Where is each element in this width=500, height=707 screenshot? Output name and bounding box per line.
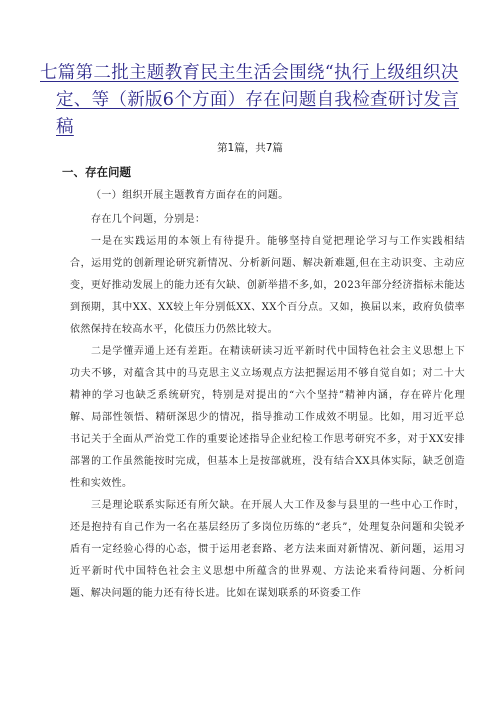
intro-text: 存在几个问题，分别是： xyxy=(91,214,206,225)
sub-heading: （一）组织开展主题教育方面存在的问题。 xyxy=(91,190,289,201)
paragraph-1: 一是在实践运用的本领上有待提升。能够坚持自觉把理论学习与工作实践相结合，运用党的创新理论研究新情况、分析新问题、解决新难题,但在主动识变、主动应变，更好推动发展上的能力还有欠缺、创新举措不多,如，2023年部分经济指标未能达到预期，其中XX、XX较上年分别低XX、XX个百分点。又如，换届以来，政府负债率依然保持在较高水平，化债压力仍然比较大。 xyxy=(70,236,465,335)
title-line-1: 七篇第二批主题教育民主生活会围绕“执行上级组织决 xyxy=(40,63,459,83)
paragraph-3: 三是理论联系实际还有所欠缺。在开展人大工作及参与县里的一些中心工作时，还是抱持有自己作为一名在基层经历了多岗位历练的“老兵”，处理复杂问题和尖锐矛盾有一定经验心得的心态，惯于运用老套路、老方法来面对新情况、新问题，运用习近平新时代中国特色社会主义思想中所蕴含的世界观、方法论来看待问题、分析问题、解决问题的能力还有待长进。比如在谋划联系的环资委工作 xyxy=(70,500,465,599)
paragraph-2: 二是学懂弄通上还有差距。在精读研读习近平新时代中国特色社会主义思想上下功夫不够，对蕴含其中的马克思主义立场观点方法把握运用不够自觉自如；对二十大精神的学习也缺乏系统研究，特别是对提出的“六个坚持”精神内涵，存在碎片化理解、局部性领悟、精研深思少的情况，指导推动工作成效不明显。比如，用习近平总书记关于全面从严治党工作的重要论述指导企业纪检工作思考研究不多，对于XX安排部署的工作虽然能按时完成，但基本上是按部就班，没有结合XX具体实际，缺乏创造性和实效性。 xyxy=(70,346,465,489)
document-title xyxy=(40,60,470,141)
page-indicator: 第1篇，共7篇 xyxy=(217,142,283,154)
document-body xyxy=(70,185,465,605)
section-heading: 一、存在问题 xyxy=(62,165,131,179)
title-line-2: 定、等（新版6个方面）存在问题自我检查研讨发言稿 xyxy=(56,90,460,137)
